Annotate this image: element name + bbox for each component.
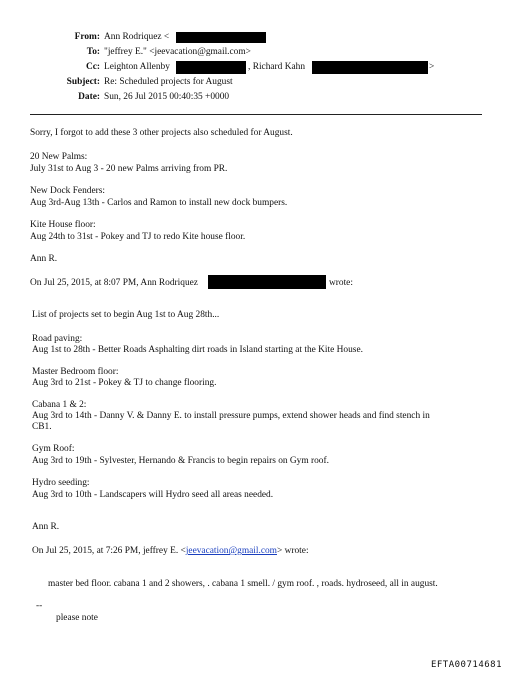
quote-wrote: wrote: bbox=[329, 278, 353, 288]
intro-text: Sorry, I forgot to add these 3 other projects also scheduled for August. bbox=[30, 128, 293, 138]
project-text: Aug 3rd to 21st - Pokey & TJ to change flooring. bbox=[32, 378, 217, 388]
project-text: CB1. bbox=[32, 422, 52, 432]
signature-dashes: -- bbox=[36, 601, 43, 611]
email-link[interactable]: jeevacation@gmail.com bbox=[185, 546, 277, 556]
quote-intro-text: On Jul 25, 2015, at 7:26 PM, jeffrey E. < bbox=[32, 546, 186, 556]
redaction-block bbox=[208, 275, 326, 289]
project-text: Aug 1st to 28th - Better Roads Asphalting dirt roads in Island starting at the Kite House. bbox=[32, 345, 363, 355]
project-text: Aug 3rd-Aug 13th - Carlos and Ramon to install new dock bumpers. bbox=[30, 198, 288, 208]
cc-label: Cc: bbox=[85, 62, 100, 72]
cc-end: > bbox=[429, 62, 435, 72]
bates-number: EFTA00714681 bbox=[430, 660, 502, 670]
project-title: New Dock Fenders: bbox=[30, 186, 105, 196]
project-text: Aug 3rd to 14th - Danny V. & Danny E. to install pressure pumps, extend shower heads and find stench in bbox=[32, 411, 430, 421]
to-value: "jeffrey E." <jeevacation@gmail.com> bbox=[104, 47, 251, 57]
project-title: Kite House floor: bbox=[30, 220, 96, 230]
redaction-block bbox=[176, 61, 246, 74]
header-divider bbox=[30, 114, 482, 115]
project-text: Aug 3rd to 19th - Sylvester, Hernando & Francis to begin repairs on Gym roof. bbox=[32, 456, 329, 466]
project-title: Master Bedroom floor: bbox=[32, 367, 119, 377]
quote-wrote: > wrote: bbox=[276, 546, 309, 556]
cc-value-1: Leighton Allenby bbox=[104, 62, 170, 72]
project-title: Gym Roof: bbox=[32, 444, 75, 454]
project-text: Aug 3rd to 10th - Landscapers will Hydro seed all areas needed. bbox=[32, 490, 274, 500]
quote-intro-text: List of projects set to begin Aug 1st to Aug 28th... bbox=[32, 310, 220, 320]
project-text: Aug 24th to 31st - Pokey and TJ to redo Kite house floor. bbox=[30, 232, 246, 242]
project-title: Cabana 1 & 2: bbox=[32, 400, 87, 410]
quote-intro bbox=[32, 546, 309, 557]
subject-value: Re: Scheduled projects for August bbox=[104, 77, 233, 87]
project-title: Road paving: bbox=[32, 334, 83, 344]
project-title: 20 New Palms: bbox=[30, 152, 88, 162]
date-value: Sun, 26 Jul 2015 00:40:35 +0000 bbox=[104, 92, 230, 102]
signature: Ann R. bbox=[32, 522, 60, 532]
date-label: Date: bbox=[78, 92, 100, 102]
redaction-block bbox=[312, 61, 428, 74]
signature-text: please note bbox=[56, 613, 98, 623]
to-label: To: bbox=[86, 47, 100, 57]
quote-intro: On Jul 25, 2015, at 8:07 PM, Ann Rodriquez bbox=[30, 278, 198, 288]
project-text: July 31st to Aug 3 - 20 new Palms arriving from PR. bbox=[30, 164, 228, 174]
redaction-block bbox=[176, 32, 266, 43]
message-text: master bed floor. cabana 1 and 2 showers, . cabana 1 smell. / gym roof. , roads. hydroseed, all in august. bbox=[48, 579, 438, 589]
from-label: From: bbox=[74, 32, 100, 42]
subject-label: Subject: bbox=[66, 77, 100, 87]
cc-value-2: , Richard Kahn bbox=[248, 62, 306, 72]
project-title: Hydro seeding: bbox=[32, 478, 90, 488]
signature: Ann R. bbox=[30, 254, 58, 264]
from-value: Ann Rodriquez < bbox=[104, 32, 170, 42]
